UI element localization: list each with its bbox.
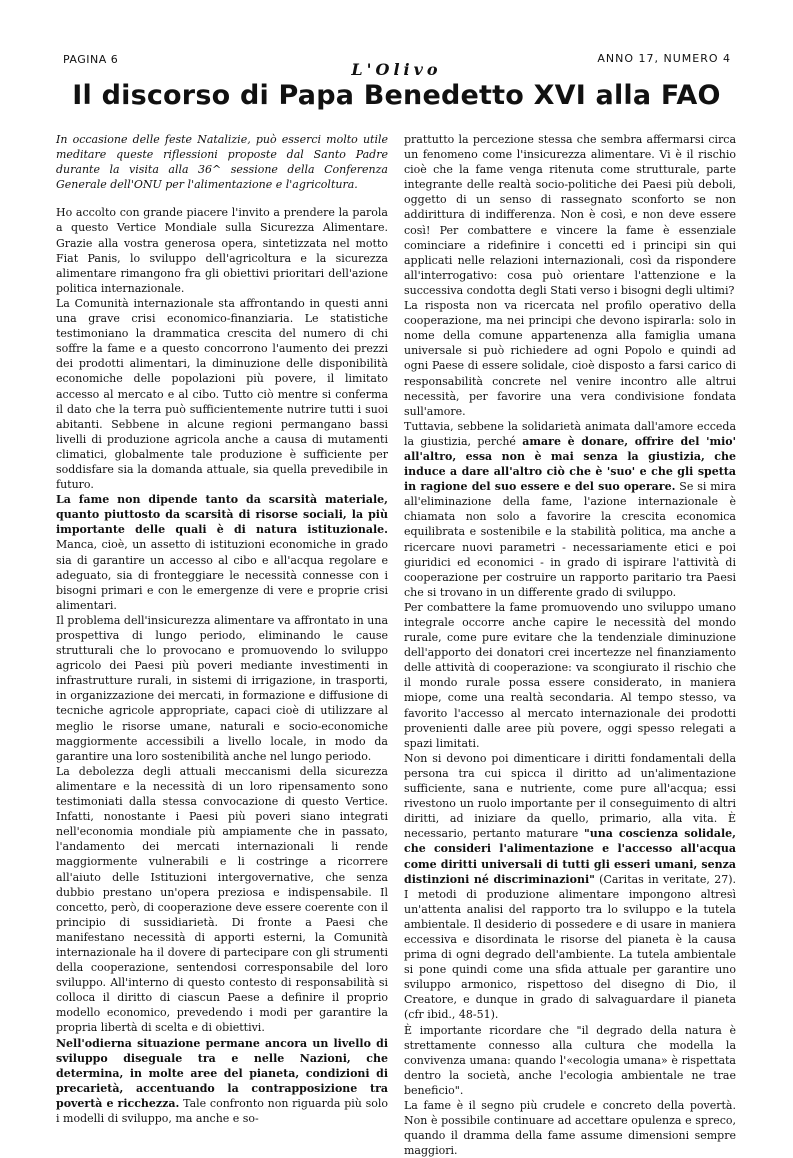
bold-text: La fame non dipende tanto da scarsità materiale, quanto piuttosto da scarsità di risorse sociali, la più importante delle quali è di natura istituzionale.	[56, 493, 388, 537]
left-column	[56, 132, 388, 1126]
paragraph-text: Tale confronto non riguarda più solo i modelli di sviluppo, ma anche e so-	[56, 1096, 388, 1125]
paragraph: Per combattere la fame promuovendo uno sviluppo umano integrale occorre anche capire le necessità del mondo rurale, come pure evitare che la tendenziale diminuzione dell'apporto dei donatori crei incertezze nel finanziamento delle attività di cooperazione: va scongiurato il rischio che il mondo rurale possa essere considerato, in maniera miope, come una realtà secondaria. Al tempo stesso, va favorito l'accesso al mercato internazionale dei prodotti provenienti dalle aree più povere, oggi spesso relegati a spazi limitati.	[404, 600, 736, 750]
paragraph: prattutto la percezione stessa che sembra affermarsi circa un fenomeno come l'insicurezza alimentare. Vi è il rischio cioè che la fame venga ritenuta come strutturale, parte integrante delle realtà socio-politiche dei Paesi più deboli, oggetto di un senso di rassegnato sconforto se non addirittura di indifferenza. Non è così, e non deve essere così! Per combattere e vincere la fame è essenziale cominciare a ridefinire i concetti ed i principi sin qui applicati nelle relazioni internazionali, così da rispondere all'interrogativo: cosa può orientare l'attenzione e la successiva condotta degli Stati verso i bisogni degli ultimi?	[404, 133, 736, 297]
bold-text: amare è donare, offrire del 'mio' all'altro, essa non è mai senza la giustizia, che induce a dare all'altro ciò che è 'suo' e che gli spetta in ragione del suo essere e del suo operare.	[404, 434, 736, 494]
paragraph: Il problema dell'insicurezza alimentare va affrontato in una prospettiva di lungo periodo, eliminando le cause strutturali che lo provocano e promuovendo lo sviluppo agricolo dei Paesi più poveri mediante investimenti in infrastrutture rurali, in sistemi di irrigazione, in trasporti, in organizzazione dei mercati, in formazione e diffusione di tecniche agricole appropriate, capaci cioè di utilizzare al meglio le risorse umane, naturali e socio-economiche maggiormente accessibili a livello locale, in modo da garantire una loro sostenibilità anche nel lungo periodo.	[56, 613, 388, 763]
paragraph-text: Se si mira all'eliminazione della fame, l'azione internazionale è chiamata non solo a favorire la crescita economica equilibrata e sostenibile e la stabilità politica, ma anche a ricercare nuovi parametri - necessariamente etici e poi giuridici ed economici - in grado di ispirare l'attività di cooperazione per costruire un rapporto paritario tra Paesi che si trovano in un differente grado di sviluppo.	[404, 480, 737, 599]
page-number: PAGINA 6	[63, 53, 119, 66]
paragraph	[56, 1036, 388, 1127]
article-intro: In occasione delle feste Natalizie, può esserci molto utile meditare queste riflessioni proposte dal Santo Padre durante la visita alla 36^ sessione della Conferenza Generale dell'ONU per l'alimentazione e l'agricoltura.	[56, 133, 388, 192]
paragraph	[404, 751, 736, 1023]
paragraph: La risposta non va ricercata nel profilo operativo della cooperazione, ma nei principi che devono ispirarla: solo in nome della comune appartenenza alla famiglia umana universale si può richiedere ad ogni Popolo e quindi ad ogni Paese di essere solidale, cioè disposto a farsi carico di responsabilità concrete nel venire incontro alle altrui necessità, per favorire una vera condivisione fondata sull'amore.	[404, 299, 736, 418]
right-column	[404, 132, 736, 1158]
bold-text: Nell'odierna situazione permane ancora un livello di sviluppo diseguale tra e nelle Nazioni, che determina, in molte aree del pianeta, condizioni di precarietà, accentuando la contrapposizione tra povertà e ricchezza.	[56, 1036, 388, 1110]
paragraph-text: Non si devono poi dimenticare i diritti fondamentali della persona tra cui spicca il diritto ad un'alimentazione sufficiente, sana e nutriente, come pure all'acqua; essi rivestono un ruolo importante per il conseguimento di altri diritti, ad iniziare da quello, primario, alla vita. È necessario, pertanto maturare	[404, 751, 736, 841]
newsletter-brand: L'Olivo	[351, 60, 442, 79]
bold-text: "una coscienza solidale, che consideri l'alimentazione e l'accesso all'acqua come diritti universali di tutti gli esseri umani, senza distinzioni né discriminazioni"	[404, 827, 737, 886]
paragraph: La fame è il segno più crudele e concreto della povertà. Non è possibile continuare ad accettare opulenza e spreco, quando il dramma della fame assume dimensioni sempre maggiori.	[404, 1099, 736, 1158]
paragraph	[56, 492, 388, 613]
paragraph	[404, 419, 736, 600]
issue-info: ANNO 17, NUMERO 4	[597, 52, 731, 65]
paragraph-text: La Comunità internazionale sta affrontando in questi anni una grave crisi economico-finanziaria. Le statistiche testimoniano la drammatica crescita del numero di chi soffre la fame e a questo concorrono l'aumento dei prezzi dei prodotti alimentari, la diminuzione delle disponibilità economiche delle popolazioni più povere, il limitato accesso al mercato e al cibo. Tutto ciò mentre si conferma il dato che la terra può sufficientemente nutrire tutti i suoi abitanti. Sebbene in alcune regioni permangano bassi livelli di produzione agricola anche a causa di mutamenti climatici, globalmente tale produzione è sufficiente per soddisfare sia la domanda attuale, sia quella prevedibile in futuro.	[56, 296, 388, 492]
paragraph-text: Tuttavia, sebbene la solidarietà animata dall'amore ecceda la giustizia, perché	[404, 419, 736, 448]
paragraph	[56, 296, 388, 492]
paragraph: La debolezza degli attuali meccanismi della sicurezza alimentare e la necessità di un loro ripensamento sono testimoniati dalla stessa convocazione di questo Vertice. Infatti, nonostante i Paesi più poveri siano integrati nell'economia mondiale più ampiamente che in passato, l'andamento dei mercati internazionali li rende maggiormente vulnerabili e li costringe a ricorrere all'aiuto delle Istituzioni intergovernative, che senza dubbio prestano un'opera preziosa e indispensabile. Il concetto, però, di cooperazione deve essere coerente con il principio di sussidiarietà. Di fronte a Paesi che manifestano necessità di apporti esterni, la Comunità internazionale ha il dovere di partecipare con gli strumenti della cooperazione, sentendosi corresponsabile del loro sviluppo. All'interno di questo contesto di responsabilità si colloca il diritto di ciascun Paese a definire il proprio modello economico, prevedendo i modi per garantire la propria libertà di scelta e di obiettivi.	[56, 764, 388, 1035]
article-title: Il discorso di Papa Benedetto XVI alla FAO	[72, 80, 721, 111]
paragraph: Ho accolto con grande piacere l'invito a prendere la parola a questo Vertice Mondiale sulla Sicurezza Alimentare. Grazie alla vostra generosa opera, sintetizzata nel motto Fiat Panis, lo sviluppo dell'agricoltura e la sicurezza alimentare rimangono fra gli obiettivi prioritari dell'azione politica internazionale.	[56, 206, 388, 295]
paragraph-text: (Caritas in veritate, 27). I metodi di produzione alimentare impongono altresì un'attenta analisi del rapporto tra lo sviluppo e la tutela ambientale. Il desiderio di possedere e di usare in maniera eccessiva e disordinata le risorse del pianeta è la causa prima di ogni degrado dell'ambiente. La tutela ambientale si pone quindi come una sfida attuale per garantire uno sviluppo armonico, rispettoso del disegno di Dio, il Creatore, e dunque in grado di salvaguardare il pianeta (cfr ibid., 48-51).	[404, 872, 736, 1022]
paragraph-text: Manca, cioè, un assetto di istituzioni economiche in grado sia di garantire un accesso al cibo e all'acqua regolare e adeguato, sia di fronteggiare le necessità connesse con i bisogni primari e con le emergenze di vere e proprie crisi alimentari.	[56, 538, 388, 612]
paragraph: È importante ricordare che "il degrado della natura è strettamente connesso alla cultura che modella la convivenza umana: quando l'«ecologia umana» è rispettata dentro la società, anche l'ecologia ambientale ne trae beneficio".	[404, 1023, 736, 1097]
